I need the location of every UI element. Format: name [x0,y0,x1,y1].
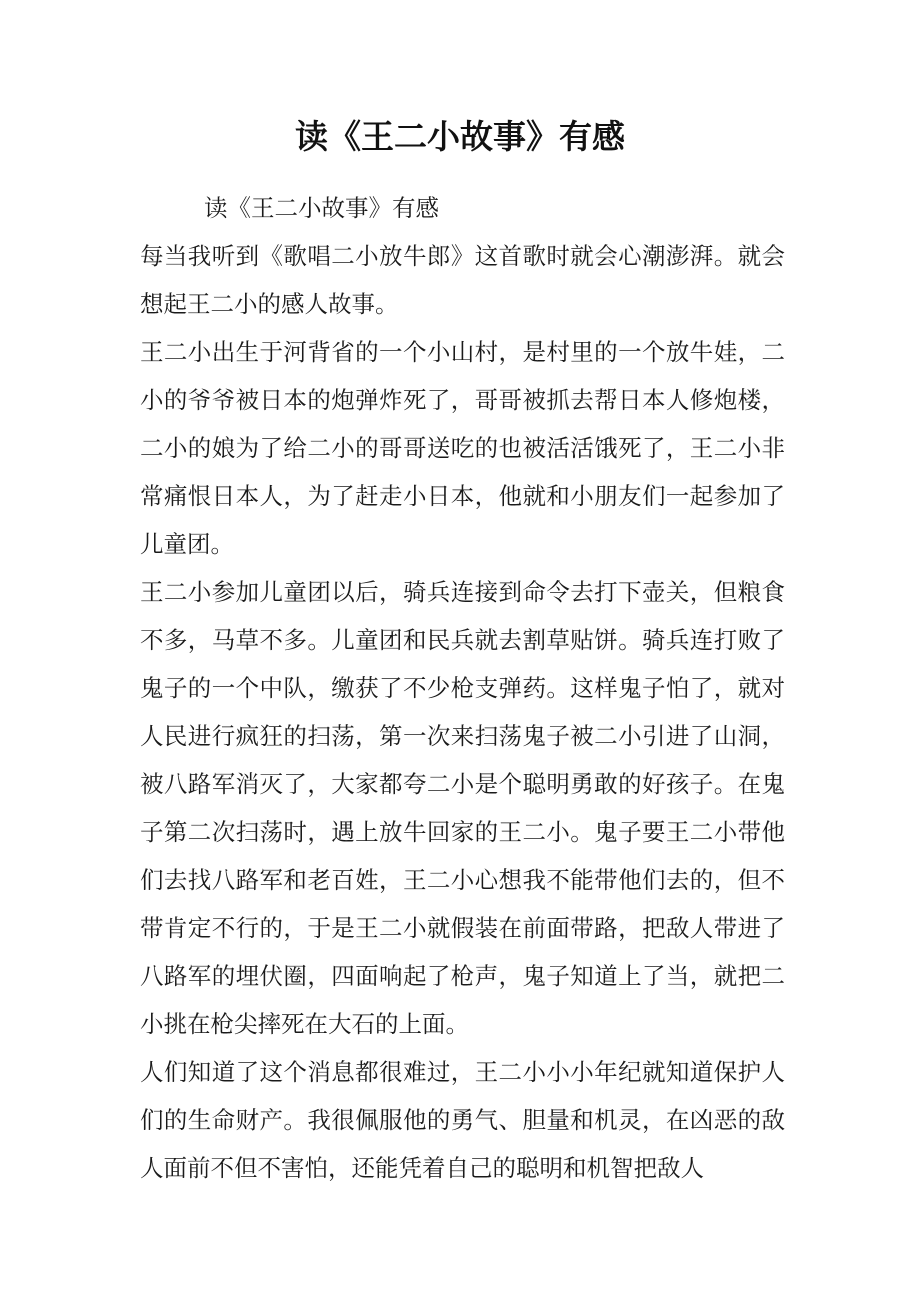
document-title: 读《王二小故事》有感 [295,117,625,156]
document-body [140,184,785,1192]
paragraph: 王二小参加儿童团以后，骑兵连接到命令去打下壶关，但粮食不多，马草不多。儿童团和民兵就去割草贴饼。骑兵连打败了鬼子的一个中队，缴获了不少枪支弹药。这样鬼子怕了，就对人民进行疯狂的扫荡，第一次来扫荡鬼子被二小引进了山洞，被八路军消灭了，大家都夸二小是个聪明勇敢的好孩子。在鬼子第二次扫荡时，遇上放牛回家的王二小。鬼子要王二小带他们去找八路军和老百姓，王二小心想我不能带他们去的，但不带肯定不行的，于是王二小就假装在前面带路，把敌人带进了八路军的埋伏圈，四面响起了枪声，鬼子知道上了当，就把二小挑在枪尖摔死在大石的上面。 [140,578,785,1038]
paragraph: 人们知道了这个消息都很难过，王二小小小年纪就知道保护人们的生命财产。我很佩服他的勇气、胆量和机灵，在凶恶的敌人面前不但不害怕，还能凭着自己的聪明和机智把敌人 [140,1058,785,1182]
paragraph: 每当我听到《歌唱二小放牛郎》这首歌时就会心潮澎湃。就会想起王二小的感人故事。 [140,242,785,318]
paragraph: 王二小出生于河背省的一个小山村，是村里的一个放牛娃，二小的爷爷被日本的炮弹炸死了，哥哥被抓去帮日本人修炮楼，二小的娘为了给二小的哥哥送吃的也被活活饿死了，王二小非常痛恨日本人，为了赶走小日本，他就和小朋友们一起参加了儿童团。 [140,338,785,558]
document-subtitle: 读《王二小故事》有感 [204,194,439,222]
